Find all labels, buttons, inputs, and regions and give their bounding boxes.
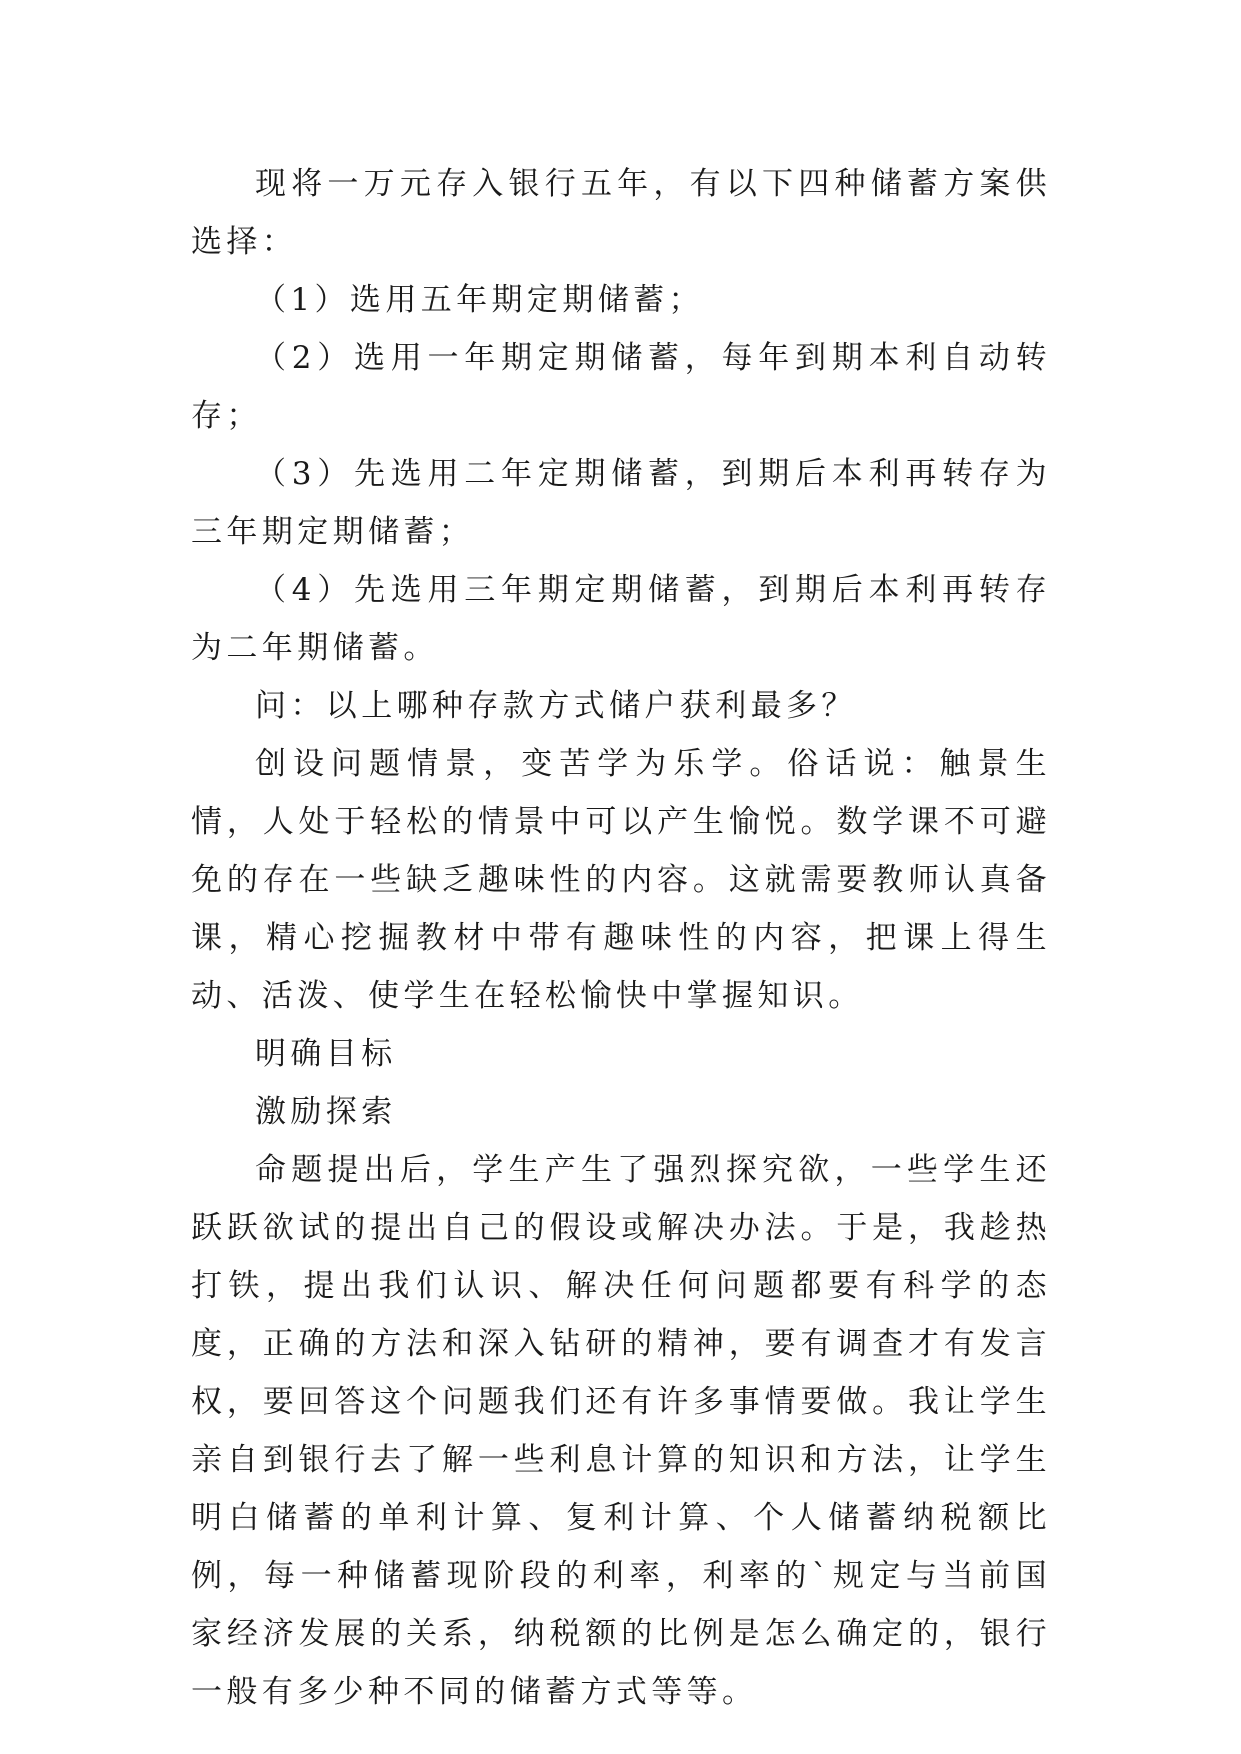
paragraph-heading-goal: 明确目标 — [255, 1036, 397, 1072]
paragraph-option-2: （2）选用一年期定期储蓄，每年到期本利自动转存； — [191, 340, 1051, 434]
paragraph-exploration: 命题提出后，学生产生了强烈探究欲，一些学生还跃跃欲试的提出自己的假设或解决办法。于是，我趁热打铁，提出我们认识、解决任何问题都要有科学的态度，正确的方法和深入钻研的精神，要有调查才有发言权，要回答这个问题我们还有许多事情要做。我让学生亲自到银行去了解一些利息计算的知识和方法，让学生明白储蓄的单利计算、复利计算、个人储蓄纳税额比例，每一种储蓄现阶段的利率，利率的`规定与当前国家经济发展的关系，纳税额的比例是怎么确定的，银行一般有多少种不同的储蓄方式等等。 — [191, 1152, 1051, 1710]
paragraph-intro: 现将一万元存入银行五年，有以下四种储蓄方案供选择： — [191, 166, 1051, 260]
document-body — [191, 155, 1051, 1721]
paragraph-scenario: 创设问题情景，变苦学为乐学。俗话说：触景生情，人处于轻松的情景中可以产生愉悦。数学课不可避免的存在一些缺乏趣味性的内容。这就需要教师认真备课，精心挖掘教材中带有趣味性的内容，把课上得生动、活泼、使学生在轻松愉快中掌握知识。 — [191, 746, 1051, 1014]
paragraph-option-3: （3）先选用二年定期储蓄，到期后本利再转存为三年期定期储蓄； — [191, 456, 1051, 550]
paragraph-option-1: （1）选用五年期定期储蓄； — [255, 282, 704, 318]
paragraph-option-4: （4）先选用三年期定期储蓄，到期后本利再转存为二年期储蓄。 — [191, 572, 1051, 666]
paragraph-heading-explore: 激励探索 — [255, 1094, 397, 1130]
paragraph-question: 问：以上哪种存款方式储户获利最多？ — [255, 688, 857, 724]
